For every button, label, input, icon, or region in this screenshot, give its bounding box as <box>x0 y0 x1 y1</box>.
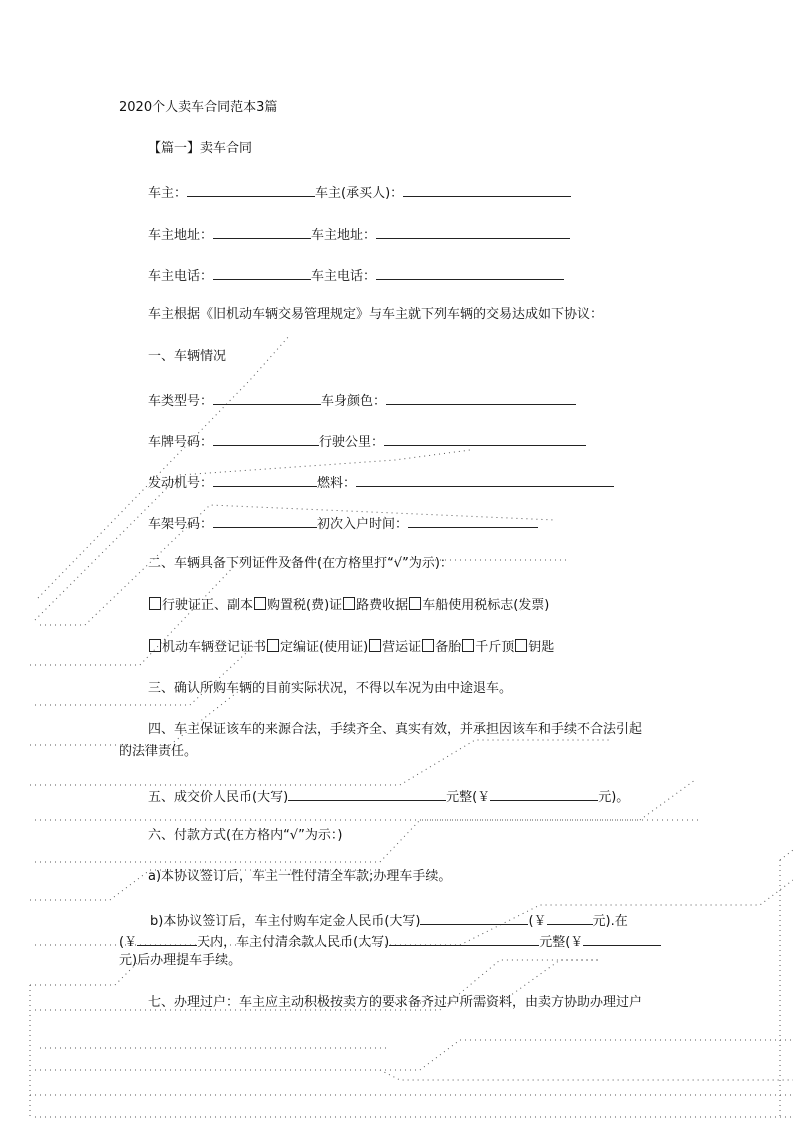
vehicle-heading: 一、车辆情况 <box>148 349 227 364</box>
model-blank[interactable] <box>213 391 321 405</box>
price-mid: 元整(￥ <box>446 790 491 805</box>
deposit-number-blank[interactable] <box>547 911 593 925</box>
clause-4-line-2: 的法律责任。 <box>119 744 198 759</box>
checkbox[interactable] <box>409 597 421 610</box>
seller-address-label: 车主地址： <box>148 228 214 243</box>
clause-6-heading: 六、付款方式(在方格内“√”为示：) <box>148 828 343 843</box>
doc-item: 行驶证正、副本 <box>162 598 254 613</box>
engine-label: 发动机号： <box>148 476 214 491</box>
mileage-blank[interactable] <box>384 432 586 446</box>
doc-item: 定编证(使用证) <box>280 640 369 655</box>
deposit-suffix: 元).在 <box>592 914 628 929</box>
deposit-prefix: b)本协议签订后，车主付购车定金人民币(大写) <box>150 914 421 929</box>
doc-item: 营运证 <box>382 640 422 655</box>
section-heading: 【篇一】卖车合同 <box>148 141 253 156</box>
seller-phone-blank[interactable] <box>213 266 311 280</box>
vehicle-row-1 <box>148 391 576 410</box>
checkbox[interactable] <box>149 597 161 610</box>
doc-item: 千斤顶 <box>475 640 515 655</box>
price-number-blank[interactable] <box>490 787 598 801</box>
checkbox[interactable] <box>149 639 161 652</box>
days-prefix: (￥ <box>119 935 138 950</box>
checkbox[interactable] <box>369 639 381 652</box>
price-suffix: 元)。 <box>598 790 630 805</box>
model-label: 车类型号： <box>148 394 214 409</box>
seller-blank[interactable] <box>187 183 315 197</box>
balance-text: 天内，车主付清余款人民币(大写) <box>197 935 390 950</box>
checkbox[interactable] <box>254 597 266 610</box>
fuel-label: 燃料： <box>317 476 357 491</box>
checkbox[interactable] <box>422 639 434 652</box>
seller-label: 车主： <box>148 186 188 201</box>
clause-6-option-b-line-1 <box>150 911 628 930</box>
color-blank[interactable] <box>386 391 576 405</box>
frame-blank[interactable] <box>213 514 317 528</box>
color-label: 车身颜色： <box>321 394 387 409</box>
vehicle-row-2 <box>148 432 586 451</box>
checkbox[interactable] <box>515 639 527 652</box>
first-reg-label: 初次入户时间： <box>317 517 409 532</box>
plate-label: 车牌号码： <box>148 435 214 450</box>
doc-item: 路费收据 <box>356 598 409 613</box>
clause-6-option-b-line-3: 元)后办理提车手续。 <box>119 953 242 968</box>
deposit-words-blank[interactable] <box>420 911 528 925</box>
first-reg-blank[interactable] <box>408 514 538 528</box>
buyer-phone-blank[interactable] <box>376 266 564 280</box>
price-words-blank[interactable] <box>288 787 446 801</box>
vehicle-row-4 <box>148 514 538 533</box>
clause-7: 七、办理过户：车主应主动积极按卖方的要求备齐过户所需资料，由卖方协助办理过户 <box>148 995 643 1010</box>
document-title: 2020个人卖车合同范本3篇 <box>119 100 278 115</box>
fuel-blank[interactable] <box>356 473 614 487</box>
buyer-address-blank[interactable] <box>376 225 570 239</box>
engine-blank[interactable] <box>213 473 317 487</box>
mileage-label: 行驶公里： <box>319 435 385 450</box>
doc-item: 备胎 <box>435 640 462 655</box>
clause-4-line-1: 四、车主保证该车的来源合法，手续齐全、真实有效，并承担因该车和手续不合法引起 <box>148 722 643 737</box>
balance-words-blank[interactable] <box>389 932 539 946</box>
doc-item: 机动车辆登记证书 <box>162 640 267 655</box>
doc-item: 车船使用税标志(发票) <box>422 598 550 613</box>
price-prefix: 五、成交价人民币(大写) <box>148 790 289 805</box>
buyer-phone-label: 车主电话： <box>311 269 377 284</box>
plate-blank[interactable] <box>213 432 319 446</box>
balance-number-blank[interactable] <box>583 932 661 946</box>
buyer-address-label: 车主地址： <box>311 228 377 243</box>
address-row <box>148 225 570 244</box>
checkbox[interactable] <box>267 639 279 652</box>
doc-item: 钥匙 <box>528 640 555 655</box>
owner-row <box>148 183 571 202</box>
buyer-label: 车主(承买人)： <box>315 186 404 201</box>
clause-5 <box>148 787 629 806</box>
checkbox[interactable] <box>343 597 355 610</box>
clause-6-option-a: a)本协议签订后，车主一性付清全车款;办理车手续。 <box>148 869 452 884</box>
vehicle-row-3 <box>148 473 614 492</box>
checkbox[interactable] <box>462 639 474 652</box>
seller-phone-label: 车主电话： <box>148 269 214 284</box>
intro-paragraph: 车主根据《旧机动车辆交易管理规定》与车主就下列车辆的交易达成如下协议： <box>148 307 604 322</box>
clause-3: 三、确认所购车辆的目前实际状况，不得以车况为由中途退车。 <box>148 681 513 696</box>
deposit-mid: (￥ <box>528 914 547 929</box>
seller-address-blank[interactable] <box>213 225 311 239</box>
clause-6-option-b-line-2 <box>119 932 661 951</box>
documents-row-1 <box>148 597 549 614</box>
days-blank[interactable] <box>137 932 197 946</box>
phone-row <box>148 266 564 285</box>
balance-mid: 元整(￥ <box>539 935 584 950</box>
frame-label: 车架号码： <box>148 517 214 532</box>
documents-heading: 二、车辆具备下列证件及备件(在方格里打“√”为示)： <box>148 556 453 571</box>
documents-row-2 <box>148 639 554 656</box>
buyer-blank[interactable] <box>403 183 571 197</box>
doc-item: 购置税(费)证 <box>267 598 343 613</box>
